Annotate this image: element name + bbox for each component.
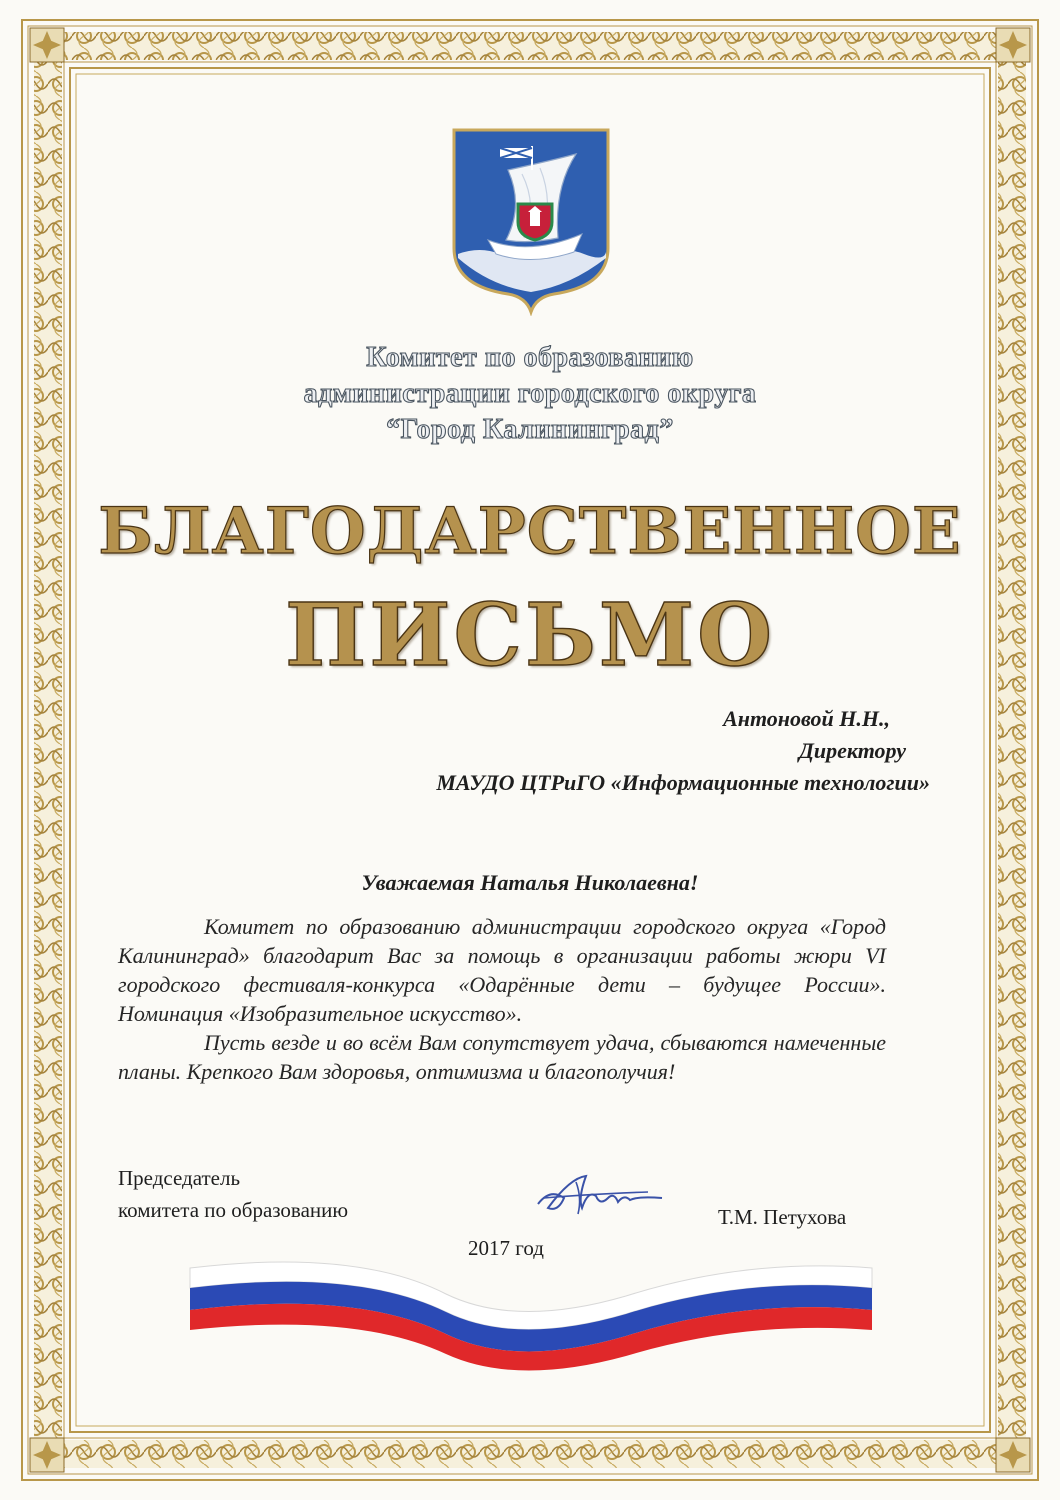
committee-line1: Комитет по образованию: [366, 342, 694, 373]
greeting: Уважаемая Наталья Николаевна!: [361, 870, 699, 895]
body-paragraph-2: Пусть везде и во всём Вам сопутствует удача, сбываются намеченные планы. Крепкого Вам здоровья, оптимизма и благополучия!: [118, 1030, 886, 1084]
committee-heading: [120, 340, 940, 448]
document-year: 2017 год: [468, 1236, 544, 1260]
russian-flag-ribbon: [186, 1250, 876, 1380]
body-paragraph-1: Комитет по образованию администрации городского округа «Город Калининград» благодарит Вас за помощь в организации работы жюри VI городского фестиваля-конкурса «Одарённые дети – будущее России». Номинация «Изобразительное искусство».: [118, 914, 886, 1026]
committee-line3: “Город Калининград”: [386, 414, 674, 445]
letter-body: [118, 912, 886, 1086]
committee-line2: администрации городского округа: [303, 378, 757, 409]
recipient-position: Директору: [798, 738, 906, 763]
signer-name: Т.М. Петухова: [718, 1205, 847, 1229]
handwritten-signature: [530, 1168, 670, 1224]
signer-position-line2: комитета по образованию: [118, 1198, 349, 1222]
signer-position-line1: Председатель: [118, 1166, 241, 1190]
coat-of-arms-icon: [450, 126, 612, 316]
recipient-organization: МАУДО ЦТРиГО «Информационные технологии»: [436, 770, 930, 795]
title-line2: ПИСЬМО: [285, 585, 775, 686]
title-line1: БЛАГОДАРСТВЕННОЕ: [98, 494, 962, 569]
recipient-name: Антоновой Н.Н.,: [723, 706, 890, 731]
